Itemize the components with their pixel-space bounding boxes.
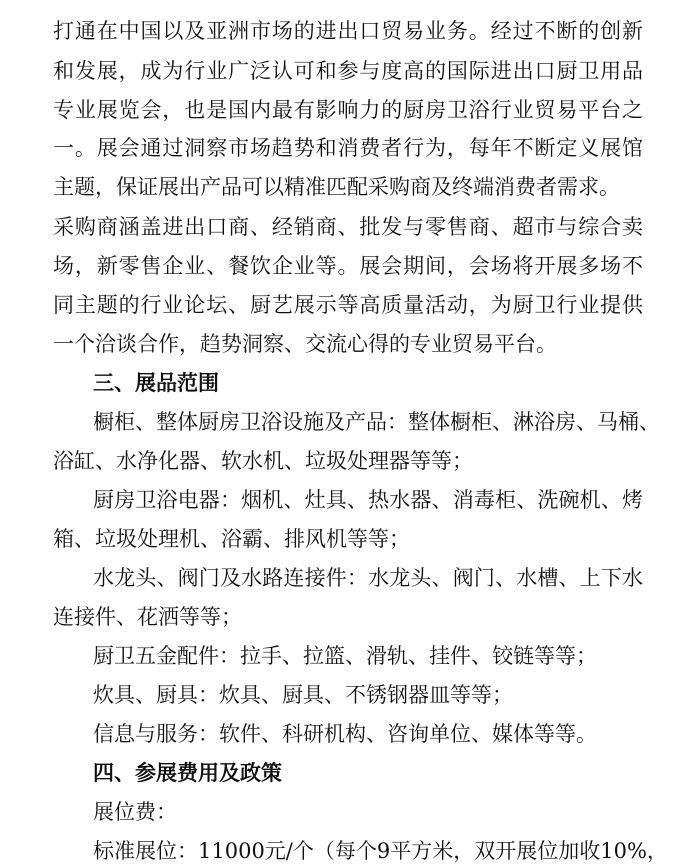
paragraph-line: 主题，保证展出产品可以精准匹配采购商及终端消费者需求。: [53, 175, 620, 199]
section-heading-fees: 四、参展费用及政策: [93, 761, 282, 785]
paragraph-line: 和发展，成为行业广泛认可和参与度高的国际进出口厨卫用品: [53, 59, 643, 83]
exhibit-item-line: 厨卫五金配件：拉手、拉篮、滑轨、挂件、铰链等等；: [93, 644, 597, 668]
exhibit-item-line: 信息与服务：软件、科研机构、咨询单位、媒体等等。: [93, 722, 597, 746]
paragraph-line: 打通在中国以及亚洲市场的进出口贸易业务。经过不断的创新: [53, 19, 643, 43]
exhibit-item-line: 箱、垃圾处理机、浴霸、排风机等等；: [53, 527, 410, 551]
section-heading-exhibits: 三、展品范围: [93, 371, 219, 395]
exhibit-item-line: 水龙头、阀门及水路连接件：水龙头、阀门、水槽、上下水: [93, 566, 643, 590]
exhibit-item-line: 连接件、花洒等等；: [53, 605, 242, 629]
paragraph-line: 专业展览会，也是国内最有影响力的厨房卫浴行业贸易平台之: [53, 98, 643, 122]
exhibit-item-line: 橱柜、整体厨房卫浴设施及产品：整体橱柜、淋浴房、马桶、: [93, 410, 660, 434]
exhibit-item-line: 厨房卫浴电器：烟机、灶具、热水器、消毒柜、洗碗机、烤: [93, 488, 643, 512]
paragraph-line: 一。展会通过洞察市场趋势和消费者行为，每年不断定义展馆: [53, 136, 643, 160]
paragraph-line: 场，新零售企业、餐饮企业等。展会期间，会场将开展多场不: [53, 254, 643, 278]
paragraph-line: 一个洽谈合作，趋势洞察、交流心得的专业贸易平台。: [53, 332, 557, 356]
exhibit-item-line: 炊具、厨具：炊具、厨具、不锈钢器皿等等；: [93, 683, 513, 707]
paragraph-line: 采购商涵盖进出口商、经销商、批发与零售商、超市与综合卖: [53, 215, 643, 239]
booth-fee-label: 展位费：: [93, 800, 177, 824]
paragraph-line: 同主题的行业论坛、厨艺展示等高质量活动，为厨卫行业提供: [53, 293, 643, 317]
standard-booth-line: 标准展位：11000元/个（每个9平方米，双开展位加收10%，: [93, 839, 668, 863]
exhibit-item-line: 浴缸、水净化器、软水机、垃圾处理器等等；: [53, 449, 473, 473]
